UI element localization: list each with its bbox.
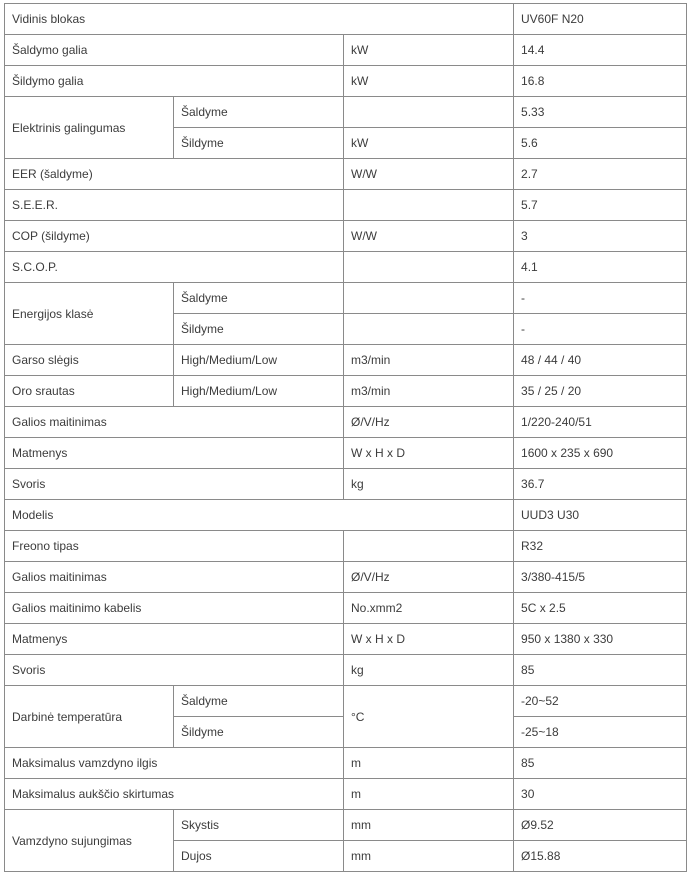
spec-label: Galios maitinimo kabelis: [5, 593, 344, 624]
specifications-table: [4, 3, 687, 872]
spec-label: S.C.O.P.: [5, 252, 344, 283]
spec-value: 950 x 1380 x 330: [514, 624, 687, 655]
spec-value: -25~18: [514, 717, 687, 748]
table-row: [5, 810, 687, 841]
spec-value: 3: [514, 221, 687, 252]
spec-value: 1/220-240/51: [514, 407, 687, 438]
spec-value: -: [514, 314, 687, 345]
table-row: [5, 190, 687, 221]
spec-label: Garso slėgis: [5, 345, 174, 376]
table-row: [5, 469, 687, 500]
spec-value: 48 / 44 / 40: [514, 345, 687, 376]
spec-label: Galios maitinimas: [5, 407, 344, 438]
spec-label: Darbinė temperatūra: [5, 686, 174, 748]
spec-unit: Ø/V/Hz: [344, 562, 514, 593]
spec-unit: [344, 97, 514, 128]
spec-value: 5C x 2.5: [514, 593, 687, 624]
spec-label: Maksimalus vamzdyno ilgis: [5, 748, 344, 779]
spec-value: UUD3 U30: [514, 500, 687, 531]
spec-unit: W x H x D: [344, 624, 514, 655]
spec-unit: [344, 190, 514, 221]
spec-value: UV60F N20: [514, 4, 687, 35]
spec-value: 4.1: [514, 252, 687, 283]
spec-value: 85: [514, 748, 687, 779]
spec-sublabel: Šaldyme: [174, 686, 344, 717]
spec-label: Matmenys: [5, 624, 344, 655]
table-row: [5, 97, 687, 128]
spec-label: Galios maitinimas: [5, 562, 344, 593]
spec-unit: kg: [344, 655, 514, 686]
spec-label: Matmenys: [5, 438, 344, 469]
spec-unit: [344, 252, 514, 283]
spec-label: Freono tipas: [5, 531, 344, 562]
spec-value: 14.4: [514, 35, 687, 66]
spec-unit: kW: [344, 66, 514, 97]
table-row: [5, 345, 687, 376]
spec-sublabel: Šaldyme: [174, 283, 344, 314]
table-row: [5, 531, 687, 562]
spec-label: Šildymo galia: [5, 66, 344, 97]
spec-unit: W/W: [344, 159, 514, 190]
table-row: [5, 500, 687, 531]
table-row: [5, 221, 687, 252]
spec-value: 36.7: [514, 469, 687, 500]
table-row: [5, 252, 687, 283]
spec-label: Šaldymo galia: [5, 35, 344, 66]
spec-value: 5.33: [514, 97, 687, 128]
table-row: [5, 624, 687, 655]
spec-unit: m: [344, 748, 514, 779]
spec-sublabel: Šildyme: [174, 717, 344, 748]
table-row: [5, 35, 687, 66]
table-row: [5, 748, 687, 779]
spec-unit: [344, 531, 514, 562]
spec-value: -: [514, 283, 687, 314]
table-row: [5, 779, 687, 810]
table-row: [5, 562, 687, 593]
spec-label: Vidinis blokas: [5, 4, 514, 35]
spec-unit: m: [344, 779, 514, 810]
spec-label: EER (šaldyme): [5, 159, 344, 190]
spec-sublabel: Skystis: [174, 810, 344, 841]
spec-sublabel: High/Medium/Low: [174, 376, 344, 407]
spec-label: Modelis: [5, 500, 514, 531]
spec-sublabel: Dujos: [174, 841, 344, 872]
spec-unit: [344, 283, 514, 314]
spec-unit: kg: [344, 469, 514, 500]
spec-label: Oro srautas: [5, 376, 174, 407]
spec-sublabel: Šaldyme: [174, 97, 344, 128]
spec-value: 2.7: [514, 159, 687, 190]
spec-unit: kW: [344, 128, 514, 159]
spec-value: -20~52: [514, 686, 687, 717]
spec-sublabel: High/Medium/Low: [174, 345, 344, 376]
spec-label: COP (šildyme): [5, 221, 344, 252]
spec-value: 16.8: [514, 66, 687, 97]
spec-unit: [344, 314, 514, 345]
spec-label: Svoris: [5, 469, 344, 500]
spec-value: 35 / 25 / 20: [514, 376, 687, 407]
table-row: [5, 376, 687, 407]
spec-label: S.E.E.R.: [5, 190, 344, 221]
spec-unit: kW: [344, 35, 514, 66]
spec-label: Elektrinis galingumas: [5, 97, 174, 159]
spec-label: Maksimalus aukščio skirtumas: [5, 779, 344, 810]
spec-value: R32: [514, 531, 687, 562]
spec-unit: No.xmm2: [344, 593, 514, 624]
spec-unit: W/W: [344, 221, 514, 252]
spec-label: Energijos klasė: [5, 283, 174, 345]
spec-unit: mm: [344, 810, 514, 841]
table-row: [5, 655, 687, 686]
spec-unit: m3/min: [344, 376, 514, 407]
table-row: [5, 407, 687, 438]
spec-value: Ø9.52: [514, 810, 687, 841]
table-row: [5, 4, 687, 35]
spec-unit: mm: [344, 841, 514, 872]
spec-label: Svoris: [5, 655, 344, 686]
spec-value: 1600 x 235 x 690: [514, 438, 687, 469]
spec-unit: °C: [344, 686, 514, 748]
table-row: [5, 66, 687, 97]
spec-value: 3/380-415/5: [514, 562, 687, 593]
spec-value: 5.7: [514, 190, 687, 221]
spec-label: Vamzdyno sujungimas: [5, 810, 174, 872]
spec-value: Ø15.88: [514, 841, 687, 872]
spec-sublabel: Šildyme: [174, 128, 344, 159]
spec-sublabel: Šildyme: [174, 314, 344, 345]
spec-value: 30: [514, 779, 687, 810]
table-row: [5, 283, 687, 314]
table-row: [5, 593, 687, 624]
table-row: [5, 438, 687, 469]
spec-unit: W x H x D: [344, 438, 514, 469]
table-row: [5, 159, 687, 190]
spec-value: 85: [514, 655, 687, 686]
table-row: [5, 686, 687, 717]
spec-unit: m3/min: [344, 345, 514, 376]
spec-unit: Ø/V/Hz: [344, 407, 514, 438]
spec-value: 5.6: [514, 128, 687, 159]
